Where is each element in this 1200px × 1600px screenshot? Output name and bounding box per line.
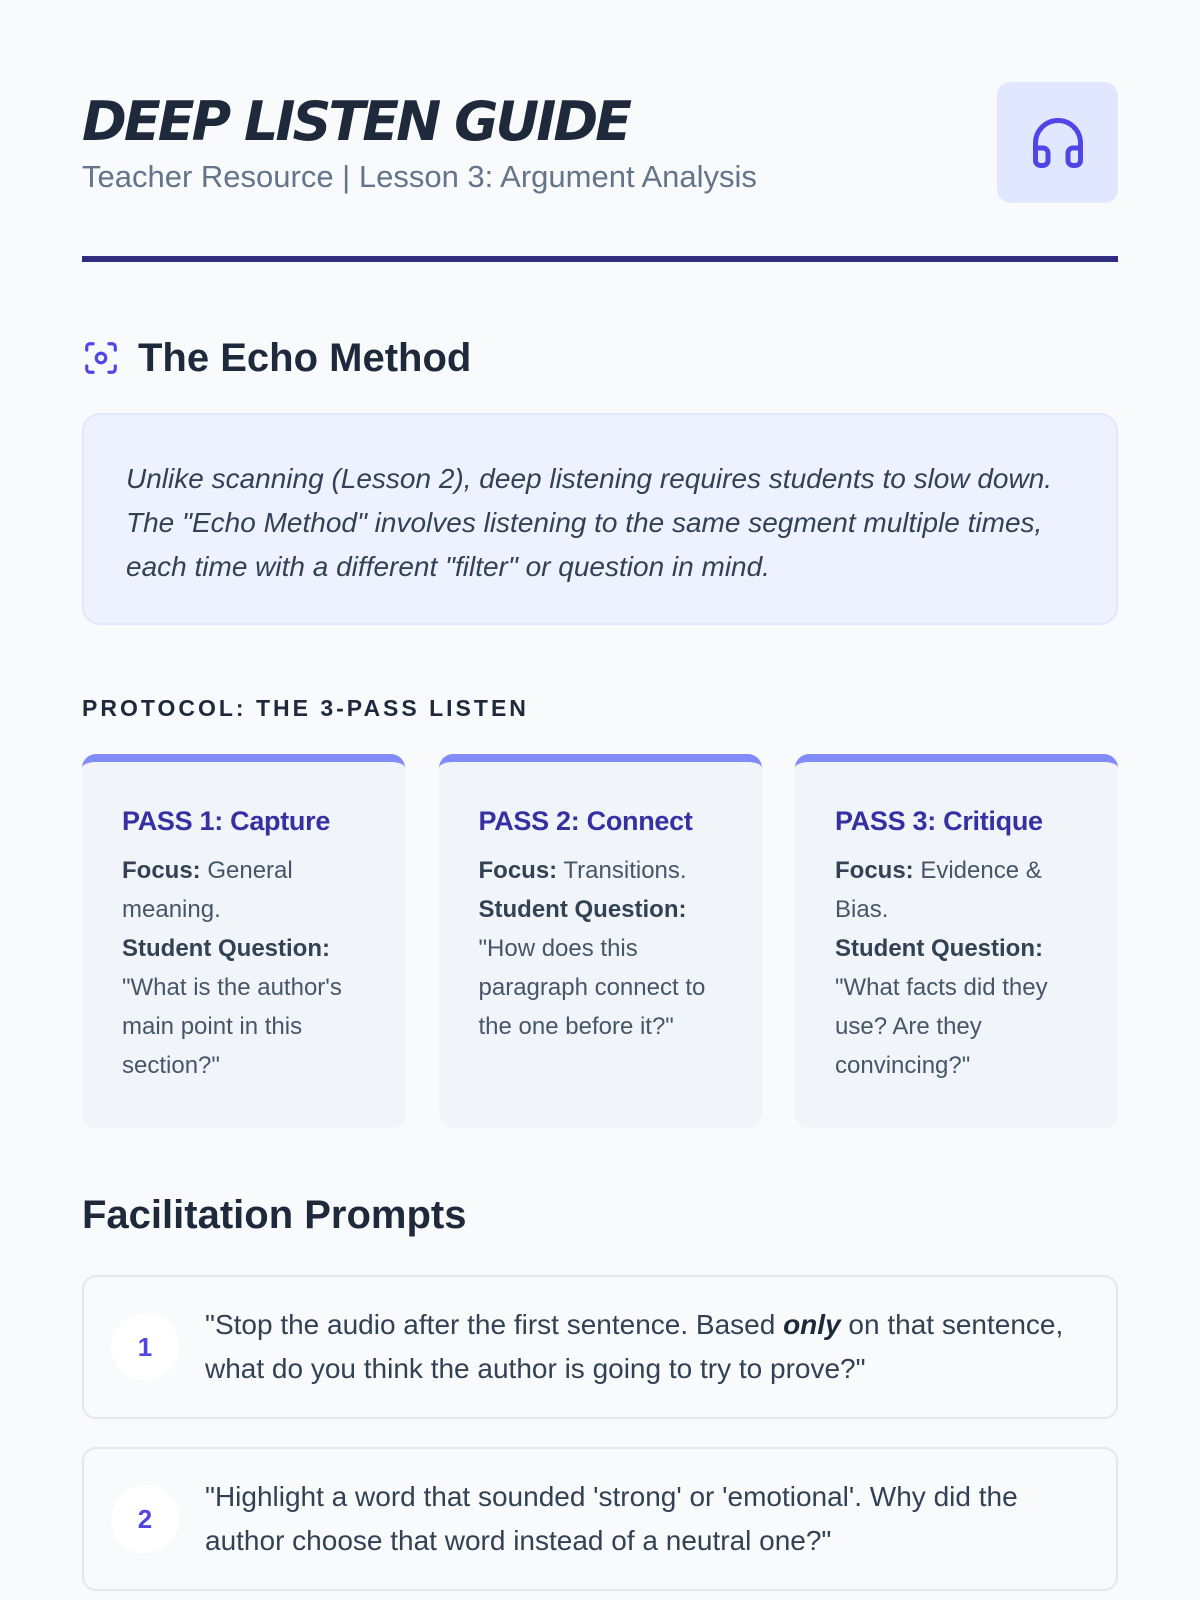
- page-title: DEEP LISTEN GUIDE: [82, 90, 630, 153]
- echo-method-title: The Echo Method: [138, 335, 472, 380]
- prompt-number-badge: 2: [111, 1485, 179, 1553]
- pass-card-capture: [82, 754, 405, 1128]
- prompt-emphasis: only: [783, 1309, 841, 1340]
- student-question-label: Student Question:: [122, 935, 330, 962]
- focus-label: Focus:: [835, 857, 914, 884]
- pass-card-title: PASS 3: Critique: [835, 806, 1043, 836]
- pass-card-critique: [795, 754, 1118, 1128]
- header: [82, 0, 1118, 261]
- student-question-label: Student Question:: [478, 896, 687, 923]
- facilitation-prompt-1: [82, 1275, 1118, 1419]
- pass-question: "What is the author's main point in this section?": [122, 974, 342, 1079]
- facilitation-title: Facilitation Prompts: [82, 1193, 467, 1237]
- pass-question: "How does this paragraph connect to the one before it?": [478, 935, 706, 1040]
- header-divider: [82, 256, 1118, 262]
- pass-card-title: PASS 1: Capture: [122, 806, 331, 836]
- echo-section-heading: [82, 330, 471, 386]
- prompt-text: [205, 1303, 1086, 1391]
- pass-question: "What facts did they use? Are they convincing?": [835, 974, 1048, 1079]
- pass-card-connect: [439, 754, 762, 1128]
- pass-card-title: PASS 2: Connect: [478, 806, 693, 836]
- echo-intro-text: Unlike scanning (Lesson 2), deep listening requires students to slow down. The "Echo Method" involves listening to the same segment multiple times, each time with a different "filter" or question in mind.: [126, 463, 1053, 582]
- pass-card-body: [479, 851, 732, 1046]
- prompt-number-badge: 1: [111, 1313, 179, 1381]
- pass-focus: Evidence & Bias.: [835, 857, 1042, 923]
- facilitation-prompt-2: [82, 1447, 1118, 1591]
- pass-card-body: [122, 851, 375, 1085]
- pass-card-body: [835, 851, 1088, 1085]
- pass-focus: General meaning.: [122, 857, 293, 923]
- prompt-text-before: "Stop the audio after the first sentence. Based: [205, 1309, 784, 1340]
- headphones-badge: [997, 82, 1118, 203]
- pass-cards: [82, 754, 1118, 1128]
- headphones-icon: [1028, 113, 1088, 173]
- prompt-text-after: on that sentence, what do you think the author is going to try to prove?": [205, 1309, 1064, 1384]
- student-question-label: Student Question:: [835, 935, 1043, 962]
- page-subtitle: Teacher Resource | Lesson 3: Argument Analysis: [82, 159, 757, 194]
- echo-intro-box: [82, 413, 1118, 625]
- prompt-text: "Highlight a word that sounded 'strong' or 'emotional'. Why did the author choose that word instead of a neutral one?": [205, 1481, 1018, 1556]
- focus-label: Focus:: [478, 857, 558, 884]
- focus-label: Focus:: [122, 857, 201, 884]
- protocol-label: PROTOCOL: THE 3-PASS LISTEN: [82, 695, 529, 721]
- focus-scan-icon: [82, 339, 120, 377]
- pass-focus: Transitions.: [563, 857, 687, 884]
